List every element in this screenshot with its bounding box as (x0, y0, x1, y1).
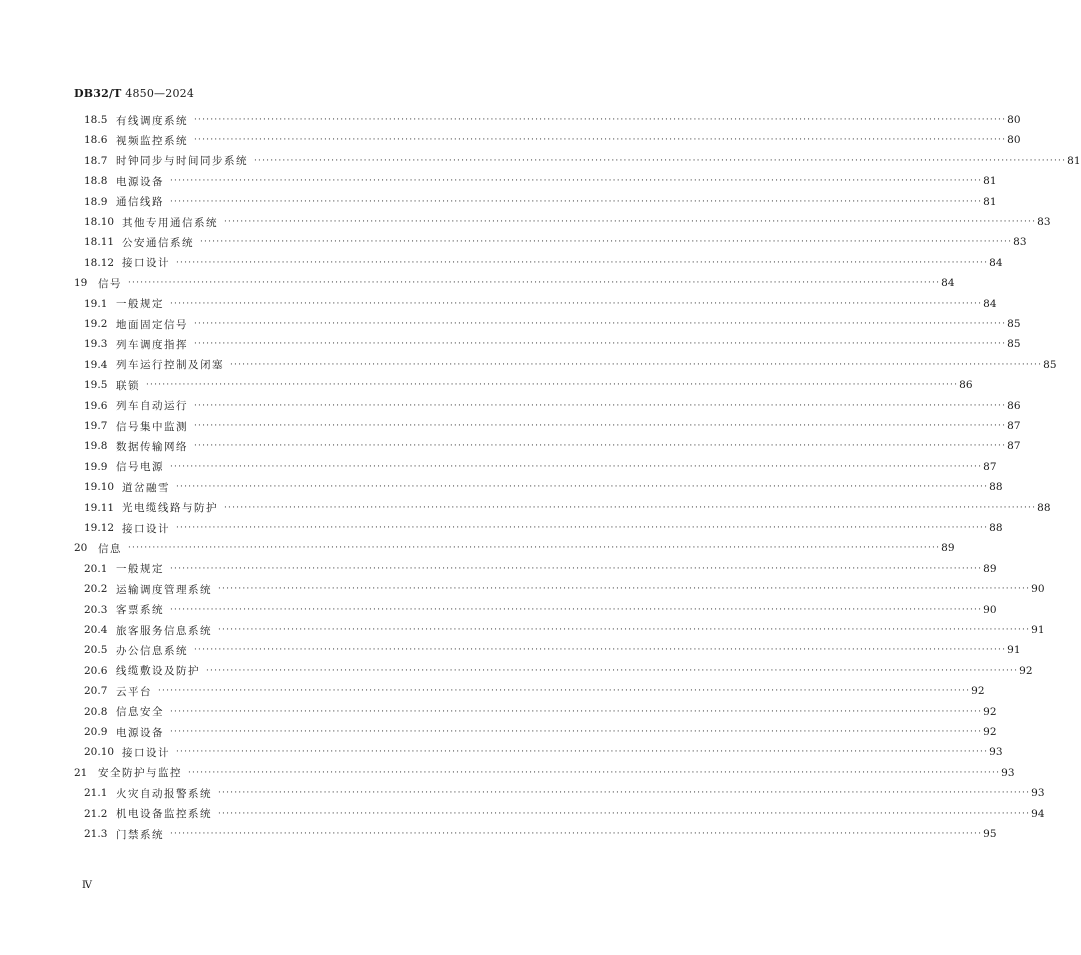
toc-entry-number: 20.1 (84, 562, 108, 575)
toc-entry-title: 地面固定信号 (116, 318, 188, 331)
toc-entry-number: 20.4 (84, 624, 108, 636)
toc-entry-title: 道岔融雪 (122, 481, 170, 494)
leader-dots: ········································································································································································································ (194, 115, 1007, 125)
toc-entry-page: 93 (1001, 766, 1015, 779)
leader-dots: ········································································································································································································ (218, 788, 1031, 799)
toc-entry-page: 87 (1007, 440, 1021, 453)
toc-entry[interactable] (84, 151, 1081, 171)
toc-entry-title: 列车自动运行 (116, 400, 188, 413)
toc-entry-number: 18.12 (84, 256, 115, 269)
toc-entry-page: 92 (971, 685, 985, 698)
toc-entry-page: 92 (983, 726, 997, 738)
toc-entry-title: 安全防护与监控 (98, 767, 182, 780)
leader-dots: ········································································································································································································ (230, 359, 1043, 370)
toc-entry-title: 数据传输网络 (116, 440, 188, 453)
leader-dots: ········································································································································································································ (194, 319, 1007, 329)
toc-entry-title: 联锁 (116, 379, 140, 392)
toc-entry[interactable] (84, 640, 1021, 660)
toc-entry[interactable] (84, 355, 1057, 375)
toc-entry[interactable] (84, 783, 1045, 803)
toc-entry[interactable] (74, 763, 1015, 783)
toc-entry[interactable] (84, 477, 1003, 497)
toc-entry[interactable] (84, 436, 1021, 456)
toc-entry[interactable] (84, 171, 997, 191)
leader-dots: ········································································································································································································ (170, 298, 983, 309)
leader-dots: ········································································································································································································ (206, 665, 1019, 676)
toc-entry-title: 一般规定 (116, 298, 164, 311)
leader-dots: ········································································································································································································ (128, 278, 941, 289)
toc-entry-number: 18.11 (84, 236, 115, 249)
toc-entry-number: 20.6 (84, 664, 108, 677)
leader-dots: ········································································································································································································ (128, 543, 941, 554)
leader-dots: ········································································································································································································ (254, 155, 1067, 166)
toc-entry-page: 86 (1007, 399, 1021, 412)
leader-dots: ········································································································································································································ (218, 625, 1031, 635)
leader-dots: ········································································································································································································ (176, 257, 989, 268)
toc-entry-title: 客票系统 (116, 604, 164, 617)
toc-entry[interactable] (84, 212, 1051, 232)
toc-entry-title: 办公信息系统 (116, 644, 188, 657)
toc-entry-page: 81 (1067, 154, 1081, 167)
leader-dots: ········································································································································································································ (194, 400, 1007, 411)
toc-entry-title: 列车运行控制及闭塞 (116, 359, 224, 372)
leader-dots: ········································································································································································································ (170, 563, 983, 574)
leader-dots: ········································································································································································································ (194, 441, 1007, 452)
leader-dots: ········································································································································································································ (194, 339, 1007, 350)
leader-dots: ········································································································································································································ (218, 808, 1031, 819)
toc-entry[interactable] (84, 498, 1051, 518)
toc-entry-number: 19.3 (84, 338, 108, 351)
toc-entry-number: 18.6 (84, 134, 108, 147)
toc-entry-title: 光电缆线路与防护 (122, 502, 218, 515)
toc-entry[interactable] (84, 457, 997, 477)
toc-entry-page: 93 (1031, 787, 1045, 800)
leader-dots: ········································································································································································································ (188, 767, 1001, 778)
toc-entry[interactable] (84, 518, 1003, 538)
toc-entry-page: 85 (1043, 358, 1057, 371)
toc-entry-page: 89 (983, 562, 997, 575)
leader-dots: ········································································································································································································ (218, 584, 1031, 595)
leader-dots: ········································································································································································································ (170, 706, 983, 717)
toc-entry-number: 21.2 (84, 807, 108, 820)
toc-entry-number: 21.3 (84, 828, 108, 840)
toc-entry-number: 20.10 (84, 746, 115, 759)
toc-entry-number: 20.9 (84, 726, 108, 738)
toc-entry-page: 92 (1019, 664, 1033, 677)
toc-entry-number: 18.9 (84, 195, 108, 208)
toc-entry-page: 88 (989, 481, 1003, 494)
leader-dots: ········································································································································································································ (146, 380, 959, 391)
toc-entry-page: 95 (983, 828, 997, 840)
toc-entry[interactable] (84, 416, 1021, 436)
toc-entry[interactable] (84, 253, 1003, 273)
toc-entry-number: 19.2 (84, 318, 108, 330)
toc-entry-title: 火灾自动报警系统 (116, 787, 212, 800)
leader-dots: ········································································································································································································ (224, 217, 1037, 227)
toc-entry-page: 80 (1007, 134, 1021, 147)
toc-entry[interactable] (84, 824, 997, 844)
toc-entry-title: 门禁系统 (116, 828, 164, 841)
toc-entry-page: 87 (1007, 420, 1021, 432)
leader-dots: ········································································································································································································ (176, 482, 989, 493)
toc-entry-number: 19.6 (84, 399, 108, 412)
toc-entry-title: 接口设计 (122, 257, 170, 270)
toc-entry[interactable] (84, 396, 1021, 416)
toc-entry[interactable] (84, 620, 1045, 640)
toc-entry[interactable] (84, 232, 1027, 252)
toc-entry-title: 线缆敷设及防护 (116, 665, 200, 678)
toc-entry-title: 运输调度管理系统 (116, 583, 212, 596)
toc-entry[interactable] (74, 538, 955, 558)
leader-dots: ········································································································································································································ (158, 686, 971, 697)
toc-entry-title: 信号 (98, 277, 122, 290)
toc-entry-page: 86 (959, 379, 973, 392)
toc-entry-title: 有线调度系统 (116, 114, 188, 127)
toc-entry-number: 18.8 (84, 175, 108, 188)
leader-dots: ········································································································································································································ (194, 135, 1007, 146)
toc-entry-page: 91 (1007, 644, 1021, 657)
toc-entry-page: 88 (989, 522, 1003, 534)
toc-entry-page: 93 (989, 746, 1003, 759)
toc-entry-number: 20.3 (84, 603, 108, 616)
toc-entry[interactable] (84, 294, 997, 314)
toc-entry-title: 信息安全 (116, 706, 164, 719)
leader-dots: ········································································································································································································ (194, 645, 1007, 656)
toc-entry-page: 90 (983, 603, 997, 616)
toc-entry-page: 91 (1031, 624, 1045, 636)
toc-entry-number: 21 (74, 766, 88, 779)
toc-entry-number: 19.7 (84, 420, 108, 432)
toc-entry-number: 19.12 (84, 522, 115, 534)
toc-entry-number: 18.5 (84, 114, 108, 126)
leader-dots: ········································································································································································································ (170, 176, 983, 187)
toc-entry-number: 20.8 (84, 705, 108, 718)
toc-entry-number: 18.7 (84, 154, 108, 167)
toc-entry-page: 84 (989, 256, 1003, 269)
toc-entry-number: 20.5 (84, 644, 108, 657)
toc-entry-title: 接口设计 (122, 522, 170, 535)
toc-entry[interactable] (84, 314, 1021, 334)
toc-entry-title: 电源设备 (116, 175, 164, 188)
toc-entry-title: 信息 (98, 542, 122, 555)
leader-dots: ········································································································································································································ (170, 604, 983, 615)
leader-dots: ········································································································································································································ (176, 747, 989, 758)
toc-entry-number: 19.9 (84, 460, 108, 473)
toc-entry-title: 云平台 (116, 685, 152, 698)
toc-entry-title: 一般规定 (116, 563, 164, 576)
toc-entry[interactable] (84, 110, 1021, 130)
doc-number: 4850—2024 (125, 87, 195, 100)
toc-entry-page: 90 (1031, 583, 1045, 596)
document-header (74, 87, 194, 100)
toc-entry-page: 88 (1037, 501, 1051, 514)
toc-entry[interactable] (84, 804, 1045, 824)
toc-entry-page: 89 (941, 542, 955, 555)
toc-entry-title: 其他专用通信系统 (122, 216, 218, 229)
toc-entry-page: 83 (1013, 236, 1027, 249)
toc-entry[interactable] (74, 273, 955, 293)
toc-entry[interactable] (84, 579, 1045, 599)
toc-entry-page: 92 (983, 705, 997, 718)
toc-entry-number: 19.4 (84, 358, 108, 371)
toc-entry[interactable] (84, 742, 1003, 762)
toc-entry[interactable] (84, 375, 973, 395)
toc-entry[interactable] (84, 600, 997, 620)
leader-dots: ········································································································································································································ (176, 523, 989, 533)
toc-entry-page: 81 (983, 175, 997, 188)
toc-entry-title: 旅客服务信息系统 (116, 624, 212, 637)
toc-entry-title: 电源设备 (116, 726, 164, 739)
toc-entry-page: 83 (1037, 216, 1051, 228)
toc-entry-number: 19.10 (84, 481, 115, 494)
toc-entry[interactable] (84, 334, 1021, 354)
toc-entry-number: 19.8 (84, 440, 108, 453)
toc-entry-number: 20.7 (84, 685, 108, 698)
toc-entry-number: 19 (74, 277, 88, 290)
leader-dots: ········································································································································································································ (170, 829, 983, 839)
leader-dots: ········································································································································································································ (170, 461, 983, 472)
leader-dots: ········································································································································································································ (200, 237, 1013, 248)
toc-entry[interactable] (84, 722, 997, 742)
leader-dots: ········································································································································································································ (194, 421, 1007, 431)
toc-entry-title: 信号电源 (116, 461, 164, 474)
toc-entry-number: 19.1 (84, 297, 108, 310)
toc-entry-title: 机电设备监控系统 (116, 808, 212, 821)
toc-entry-page: 84 (941, 277, 955, 290)
toc-entry[interactable] (84, 661, 1033, 681)
toc-entry-page: 94 (1031, 807, 1045, 820)
toc-entry-number: 20 (74, 542, 88, 555)
toc-entry-title: 时钟同步与时间同步系统 (116, 155, 248, 168)
toc-entry-number: 20.2 (84, 583, 108, 596)
toc-entry-page: 85 (1007, 318, 1021, 330)
toc-entry-page: 85 (1007, 338, 1021, 351)
toc-entry-title: 列车调度指挥 (116, 338, 188, 351)
toc-entry-page: 87 (983, 460, 997, 473)
page-number: Ⅳ (82, 880, 92, 891)
doc-code: DB32/T (74, 87, 122, 100)
toc-entry-number: 18.10 (84, 216, 115, 228)
toc-entry[interactable] (84, 702, 997, 722)
toc-entry-page: 80 (1007, 114, 1021, 126)
toc-entry[interactable] (84, 130, 1021, 150)
toc-entry-number: 21.1 (84, 787, 108, 800)
toc-entry-number: 19.11 (84, 501, 115, 514)
toc-entry-number: 19.5 (84, 379, 108, 392)
leader-dots: ········································································································································································································ (224, 502, 1037, 513)
leader-dots: ········································································································································································································ (170, 196, 983, 207)
toc-entry-page: 81 (983, 195, 997, 208)
toc-entry-title: 公安通信系统 (122, 236, 194, 249)
toc-entry[interactable] (84, 559, 997, 579)
toc-entry-title: 信号集中监测 (116, 420, 188, 433)
toc-entry-page: 84 (983, 297, 997, 310)
toc-entry[interactable] (84, 681, 985, 701)
toc-entry[interactable] (84, 192, 997, 212)
leader-dots: ········································································································································································································ (170, 727, 983, 737)
toc-entry-title: 通信线路 (116, 196, 164, 209)
toc-entry-title: 视频监控系统 (116, 134, 188, 147)
toc-entry-title: 接口设计 (122, 746, 170, 759)
